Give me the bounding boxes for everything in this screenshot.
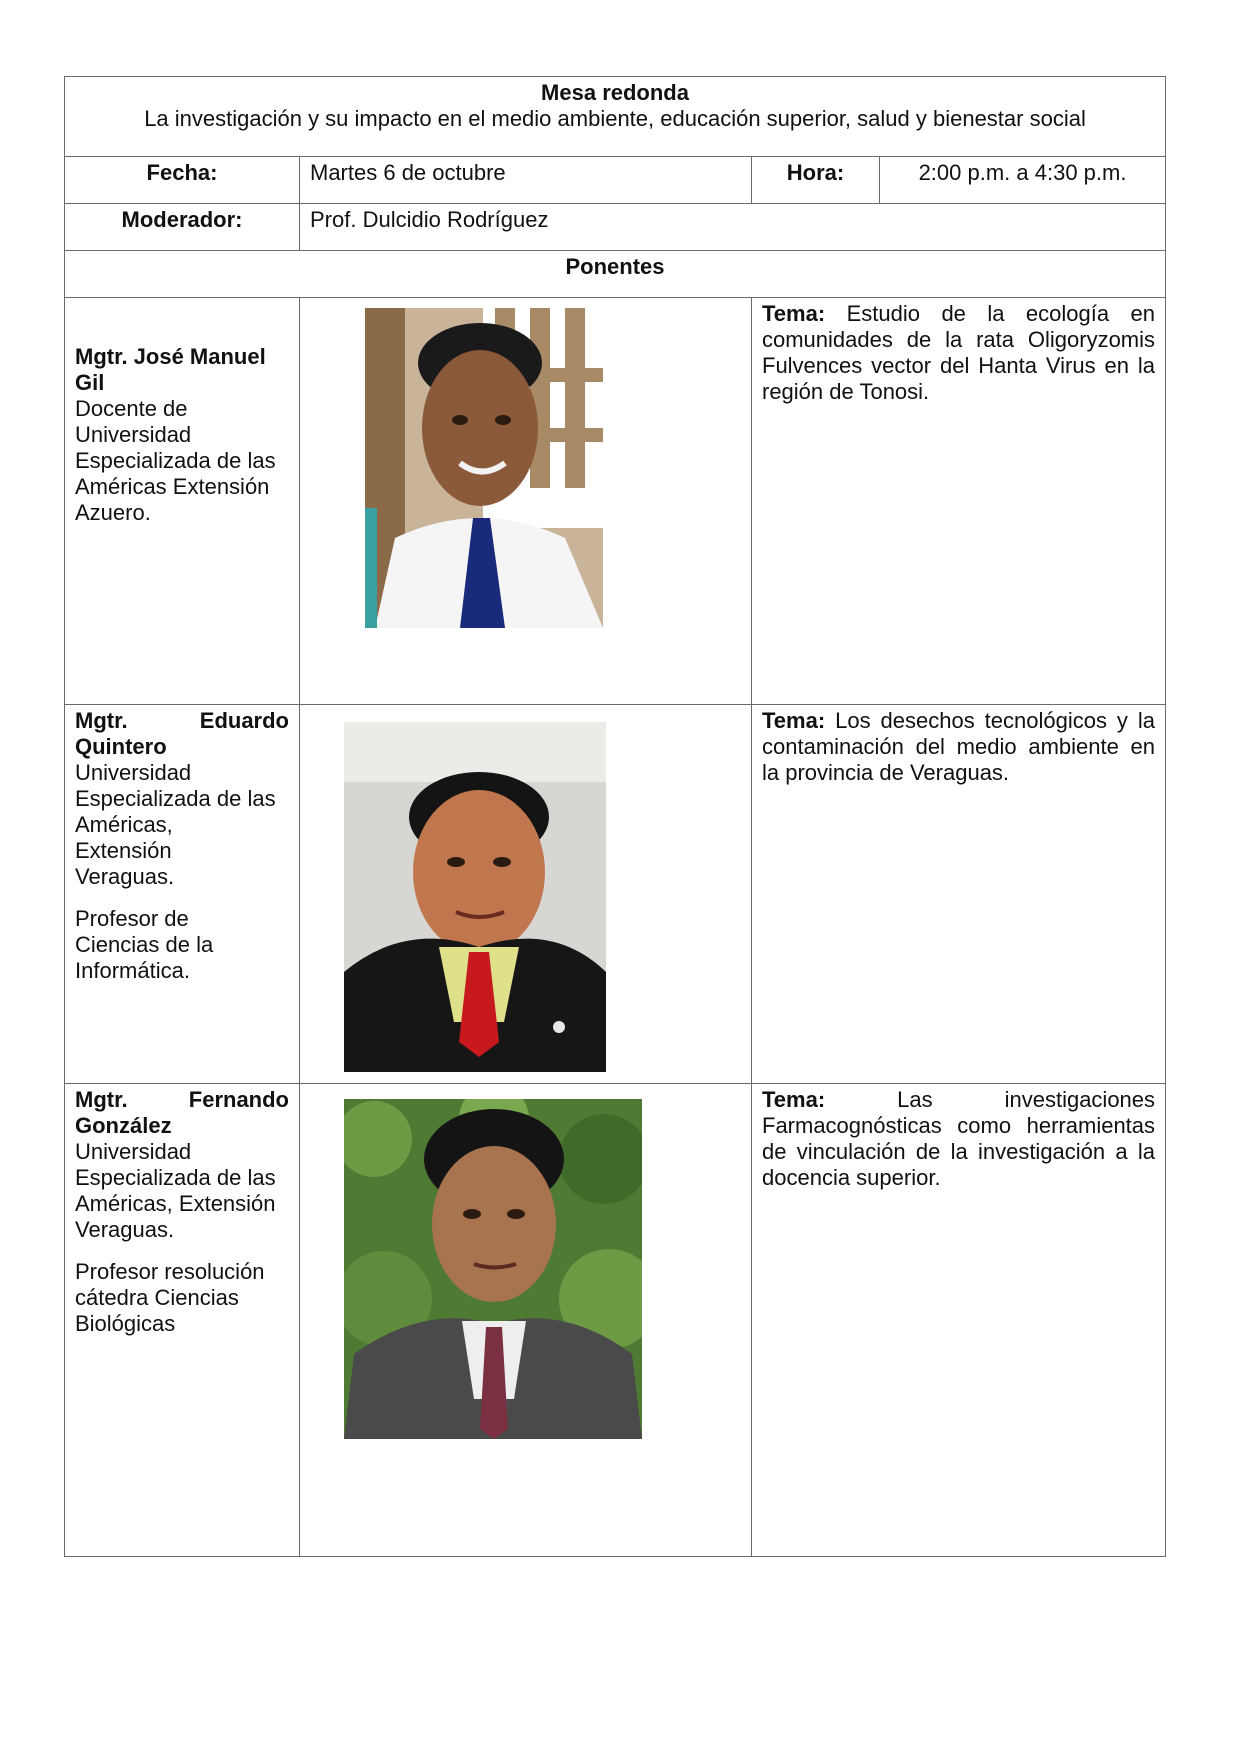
topic-text: Las investigaciones Farmacognósticas como herramientas de vinculación de la investigación a la docencia superior. xyxy=(762,1087,1156,1190)
speaker-role-line: cátedra Ciencias xyxy=(75,1285,239,1310)
event-title: Mesa redonda xyxy=(541,80,689,105)
speaker-affiliation-line: Especializada de las xyxy=(75,786,276,811)
moderator-label: Moderador: xyxy=(65,204,300,251)
speaker-affiliation-line: Universidad xyxy=(75,422,192,447)
speaker-role-line: Profesor de xyxy=(75,906,189,931)
portrait-photo-1 xyxy=(365,308,603,628)
speaker-name-3: Mgtr. Fernando xyxy=(75,1087,289,1112)
time-value: 2:00 p.m. a 4:30 p.m. xyxy=(880,157,1166,204)
event-table xyxy=(64,76,1166,1557)
speaker-topic-2 xyxy=(752,705,1166,1084)
speaker-name-2-line2: Quintero xyxy=(75,734,167,759)
speaker-affiliation-line: Especializada de las xyxy=(75,448,276,473)
speaker-info-1 xyxy=(65,298,300,705)
speaker-name-1: Mgtr. José Manuel xyxy=(75,344,266,369)
speaker-affiliation-line: Especializada de las xyxy=(75,1165,276,1190)
speaker-affiliation-line: Universidad xyxy=(75,760,192,785)
speaker-affiliation-line: Veraguas. xyxy=(75,1217,175,1242)
event-subtitle: La investigación y su impacto en el medio ambiente, educación superior, salud y bienestar social xyxy=(144,106,1086,131)
speaker-affiliation-line: Américas Extensión xyxy=(75,474,270,499)
speaker-affiliation-line: Extensión xyxy=(75,838,172,863)
speakers-heading: Ponentes xyxy=(65,251,1166,298)
date-label: Fecha: xyxy=(65,157,300,204)
date-value: Martes 6 de octubre xyxy=(300,157,752,204)
portrait-photo-2 xyxy=(344,722,606,1072)
document-page xyxy=(64,76,1165,1557)
speaker-affiliation-line: Universidad xyxy=(75,1139,192,1164)
speaker-photo-cell-2 xyxy=(300,705,752,1084)
speaker-role-line: Informática. xyxy=(75,958,190,983)
speaker-name-3-line2: González xyxy=(75,1113,172,1138)
speaker-name-2: Mgtr. Eduardo xyxy=(75,708,289,733)
speaker-affiliation-line: Américas, xyxy=(75,812,173,837)
speaker-topic-3 xyxy=(752,1084,1166,1557)
speaker-info-3 xyxy=(65,1084,300,1557)
topic-text: Los desechos tecnológicos y la contaminación del medio ambiente en la provincia de Veraguas. xyxy=(762,708,1156,785)
speaker-photo-cell-3 xyxy=(300,1084,752,1557)
speaker-name-1-line2: Gil xyxy=(75,370,105,395)
topic-label: Tema: xyxy=(762,301,826,326)
speaker-info-2 xyxy=(65,705,300,1084)
title-cell xyxy=(65,77,1166,157)
speaker-affiliation-line: Azuero. xyxy=(75,500,151,525)
speaker-topic-1 xyxy=(752,298,1166,705)
topic-label: Tema: xyxy=(762,1087,826,1112)
portrait-photo-3 xyxy=(344,1099,642,1439)
time-label: Hora: xyxy=(752,157,880,204)
speaker-affiliation-line: Veraguas. xyxy=(75,864,175,889)
moderator-value: Prof. Dulcidio Rodríguez xyxy=(300,204,1166,251)
speaker-role-line: Profesor resolución xyxy=(75,1259,265,1284)
speaker-role-line: Biológicas xyxy=(75,1311,176,1336)
speaker-affiliation-line: Docente de xyxy=(75,396,188,421)
topic-label: Tema: xyxy=(762,708,826,733)
speaker-photo-cell-1 xyxy=(300,298,752,705)
topic-text: Estudio de la ecología en comunidades de la rata Oligoryzomis Fulvences vector del Hanta Virus en la región de Tonosi. xyxy=(762,301,1156,404)
speaker-role-line: Ciencias de la xyxy=(75,932,214,957)
speaker-affiliation-line: Américas, Extensión xyxy=(75,1191,276,1216)
